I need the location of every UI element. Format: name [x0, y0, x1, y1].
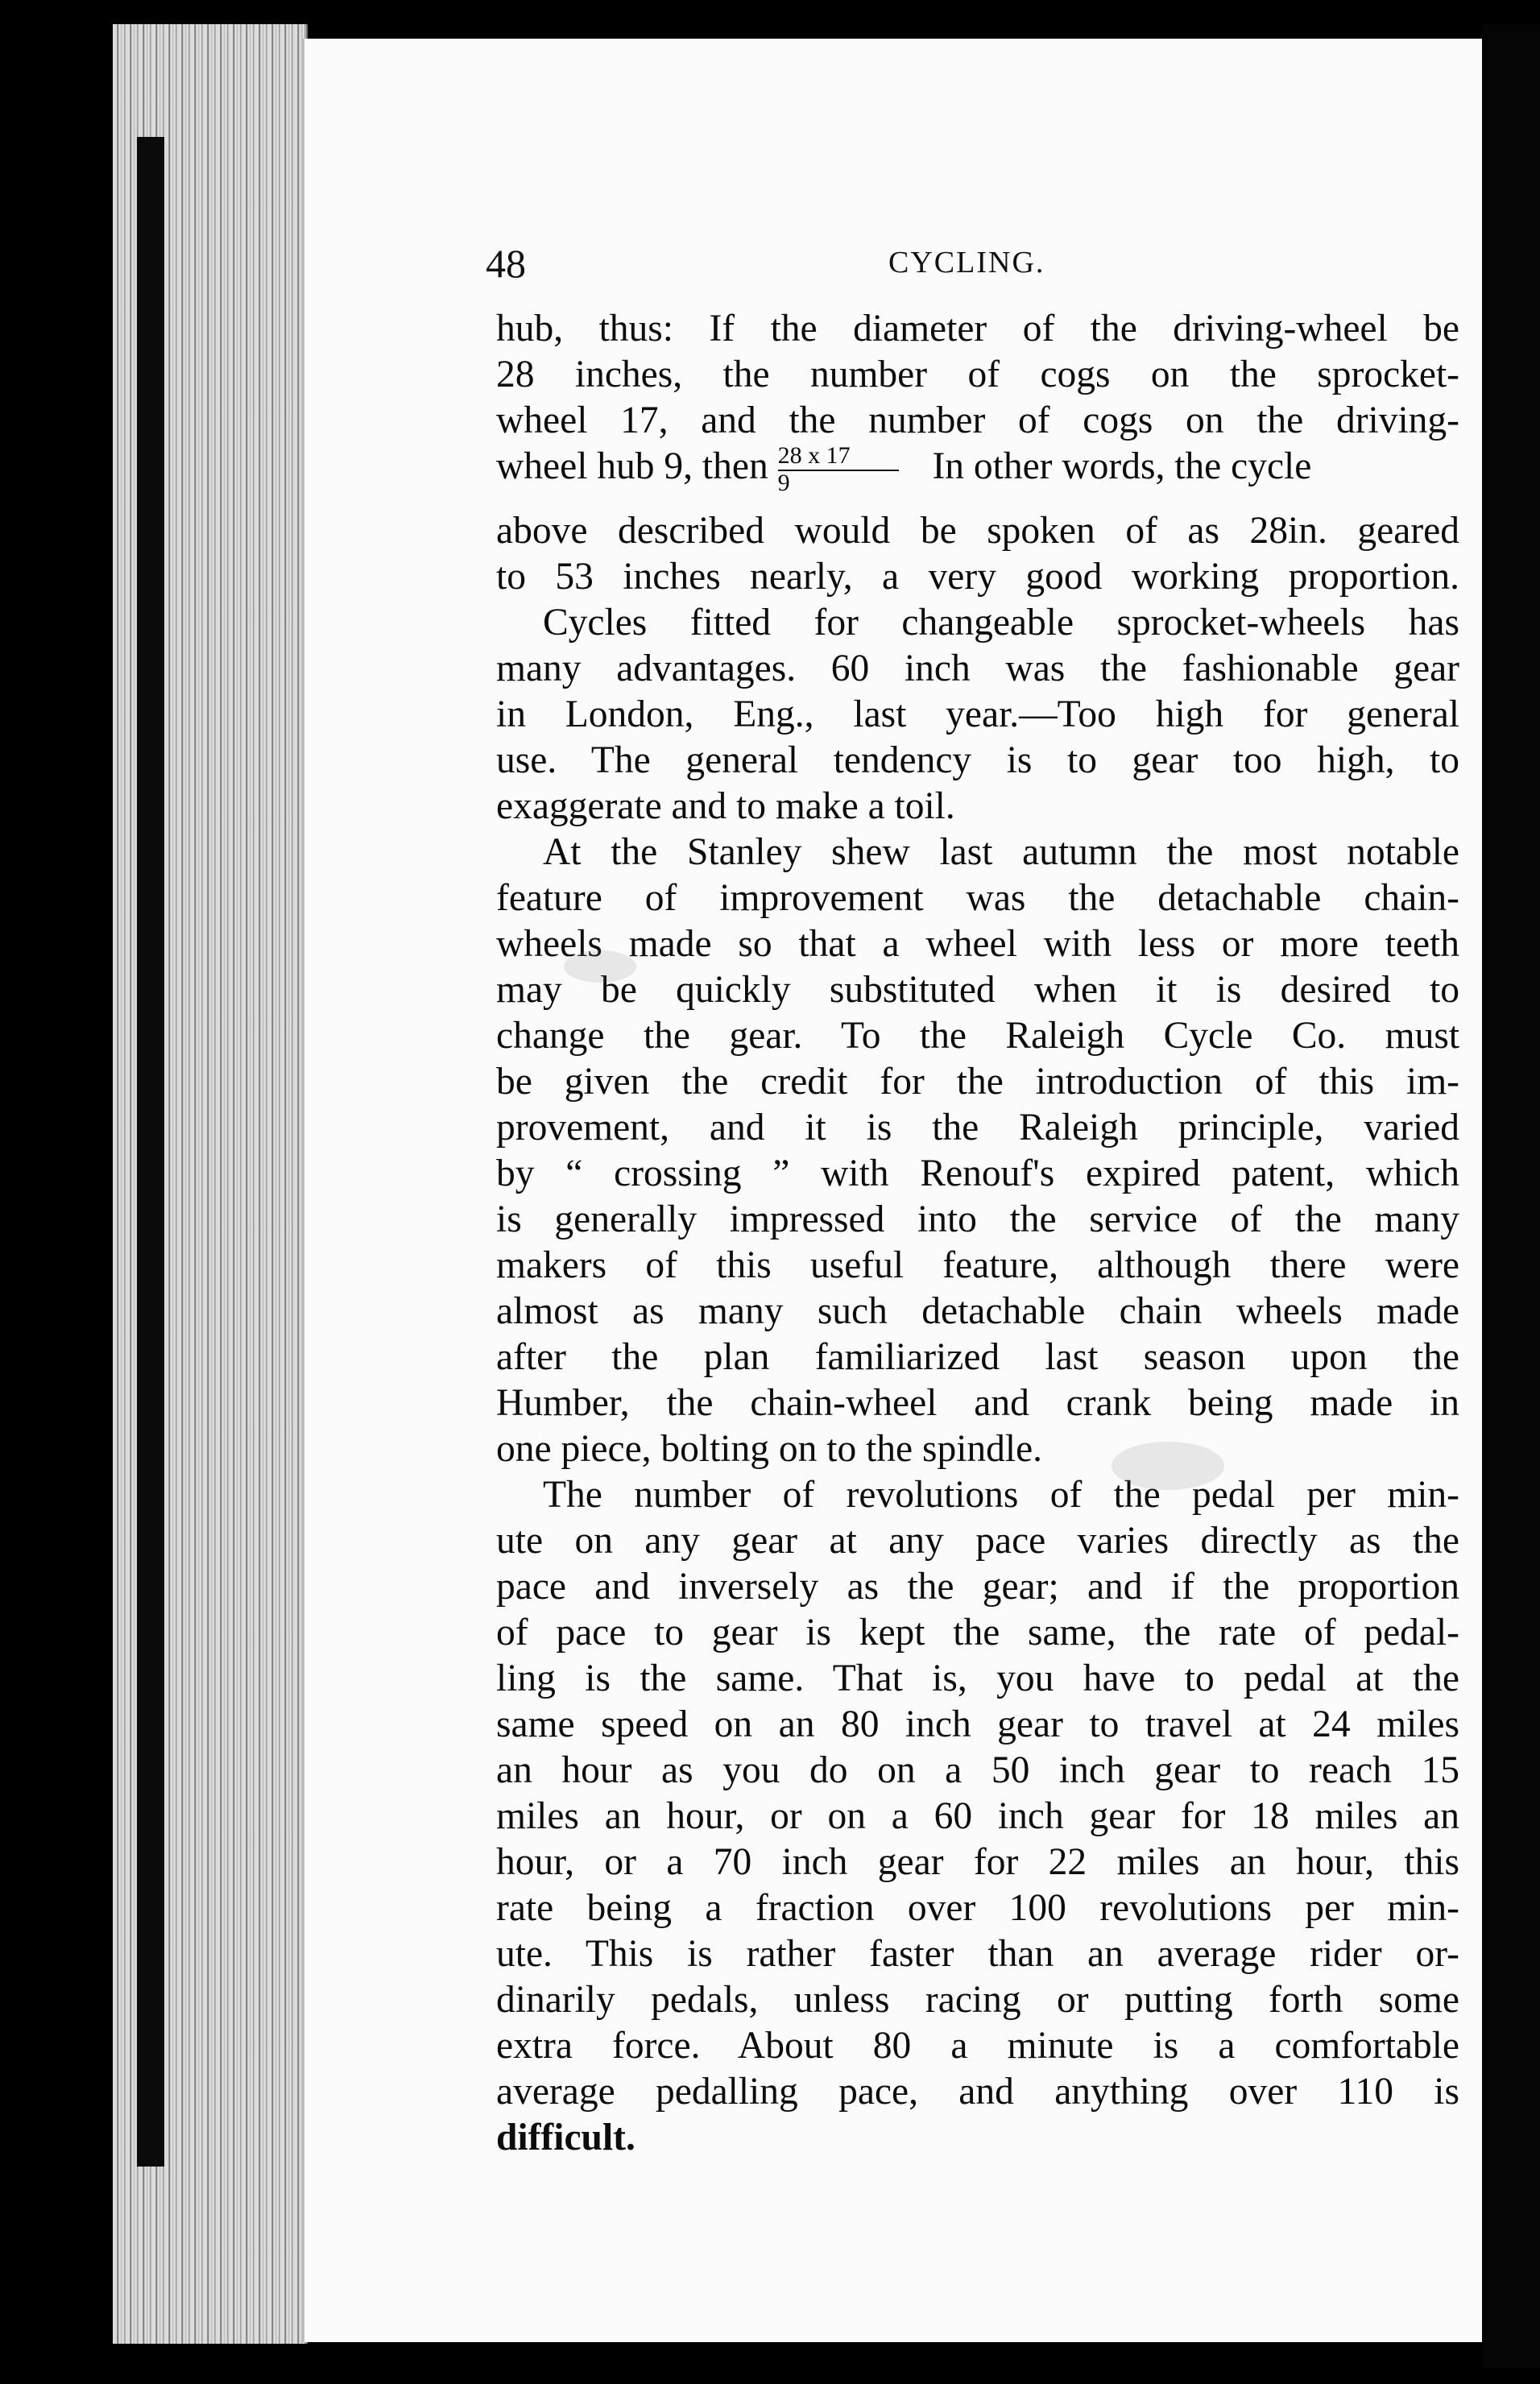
book-right-edge — [1482, 24, 1540, 2368]
text-line: ute. This is rather faster than an average rider or- — [496, 1933, 1459, 1975]
text-line: after the plan familiarized last season upon the — [496, 1336, 1459, 1378]
page-number: 48 — [486, 241, 526, 286]
text-line: wheels made so that a wheel with less or more teeth — [496, 923, 1459, 965]
text-line: use. The general tendency is to gear too high, to — [496, 739, 1459, 781]
text-line: dinarily pedals, unless racing or putting forth some — [496, 1979, 1459, 2021]
text-fragment: In other words, the cycle — [932, 445, 1312, 487]
text-line: hour, or a 70 inch gear for 22 miles an hour, this — [496, 1841, 1459, 1883]
text-line: provement, and it is the Raleigh principle, varied — [496, 1107, 1459, 1149]
text-line: 28 inches, the number of cogs on the sprocket- — [496, 354, 1459, 395]
text-line: wheel 17, and the number of cogs on the driving- — [496, 399, 1459, 441]
text-line: is generally impressed into the service of the many — [496, 1198, 1459, 1240]
text-fragment: wheel hub 9, then — [496, 445, 768, 487]
text-line: pace and inversely as the gear; and if the proportion — [496, 1566, 1459, 1608]
text-line: Cycles fitted for changeable sprocket-wheels has — [543, 602, 1459, 644]
text-line: be given the credit for the introduction of this im- — [496, 1061, 1459, 1103]
text-line: At the Stanley shew last autumn the most notable — [543, 831, 1459, 873]
text-line: may be quickly substituted when it is desired to — [496, 969, 1459, 1011]
text-line: change the gear. To the Raleigh Cycle Co. must — [496, 1015, 1459, 1057]
text-line: of pace to gear is kept the same, the rate of pedal- — [496, 1612, 1459, 1653]
running-head: CYCLING. — [888, 246, 1045, 279]
text-line: rate being a fraction over 100 revolutions per min- — [496, 1887, 1459, 1929]
text-line: difficult. — [496, 2117, 635, 2158]
text-line: hub, thus: If the diameter of the driving-wheel be — [496, 308, 1459, 350]
text-line: ute on any gear at any pace varies directly as the — [496, 1520, 1459, 1562]
gear-fraction — [778, 444, 899, 495]
book-spine-shadow — [137, 137, 164, 2167]
text-line: ling is the same. That is, you have to pedal at the — [496, 1658, 1459, 1699]
text-line: The number of revolutions of the pedal per min- — [543, 1474, 1459, 1516]
fraction-denominator: 9 — [777, 470, 790, 496]
text-line: same speed on an 80 inch gear to travel at 24 miles — [496, 1703, 1459, 1745]
text-line: miles an hour, or on a 60 inch gear for 18 miles an — [496, 1795, 1459, 1837]
text-line: by “ crossing ” with Renouf's expired patent, which — [496, 1153, 1459, 1194]
text-line: feature of improvement was the detachable chain- — [496, 877, 1459, 919]
text-line: average pedalling pace, and anything over 110 is — [496, 2071, 1459, 2113]
text-line-with-fraction — [496, 444, 1459, 508]
text-line: to 53 inches nearly, a very good working proportion. — [496, 556, 1459, 598]
text-line: exaggerate and to make a toil. — [496, 785, 955, 827]
text-line: Humber, the chain-wheel and crank being made in — [496, 1382, 1459, 1424]
text-line: many advantages. 60 inch was the fashionable gear — [496, 648, 1459, 689]
text-line: in London, Eng., last year.—Too high for general — [496, 693, 1459, 735]
body-text — [496, 306, 1459, 2161]
text-line: an hour as you do on a 50 inch gear to reach 15 — [496, 1749, 1459, 1791]
page-header — [486, 240, 1058, 288]
text-line: makers of this useful feature, although there were — [496, 1244, 1459, 1286]
paper-smudge — [1112, 1442, 1224, 1490]
text-line: almost as many such detachable chain wheels made — [496, 1290, 1459, 1332]
fraction-numerator: 28 x 17 — [778, 444, 899, 471]
text-line: extra force. About 80 a minute is a comfortable — [496, 2025, 1459, 2067]
paper-smudge — [564, 950, 636, 983]
text-line: one piece, bolting on to the spindle. — [496, 1428, 1043, 1470]
text-line: above described would be spoken of as 28in. geared — [496, 510, 1459, 552]
